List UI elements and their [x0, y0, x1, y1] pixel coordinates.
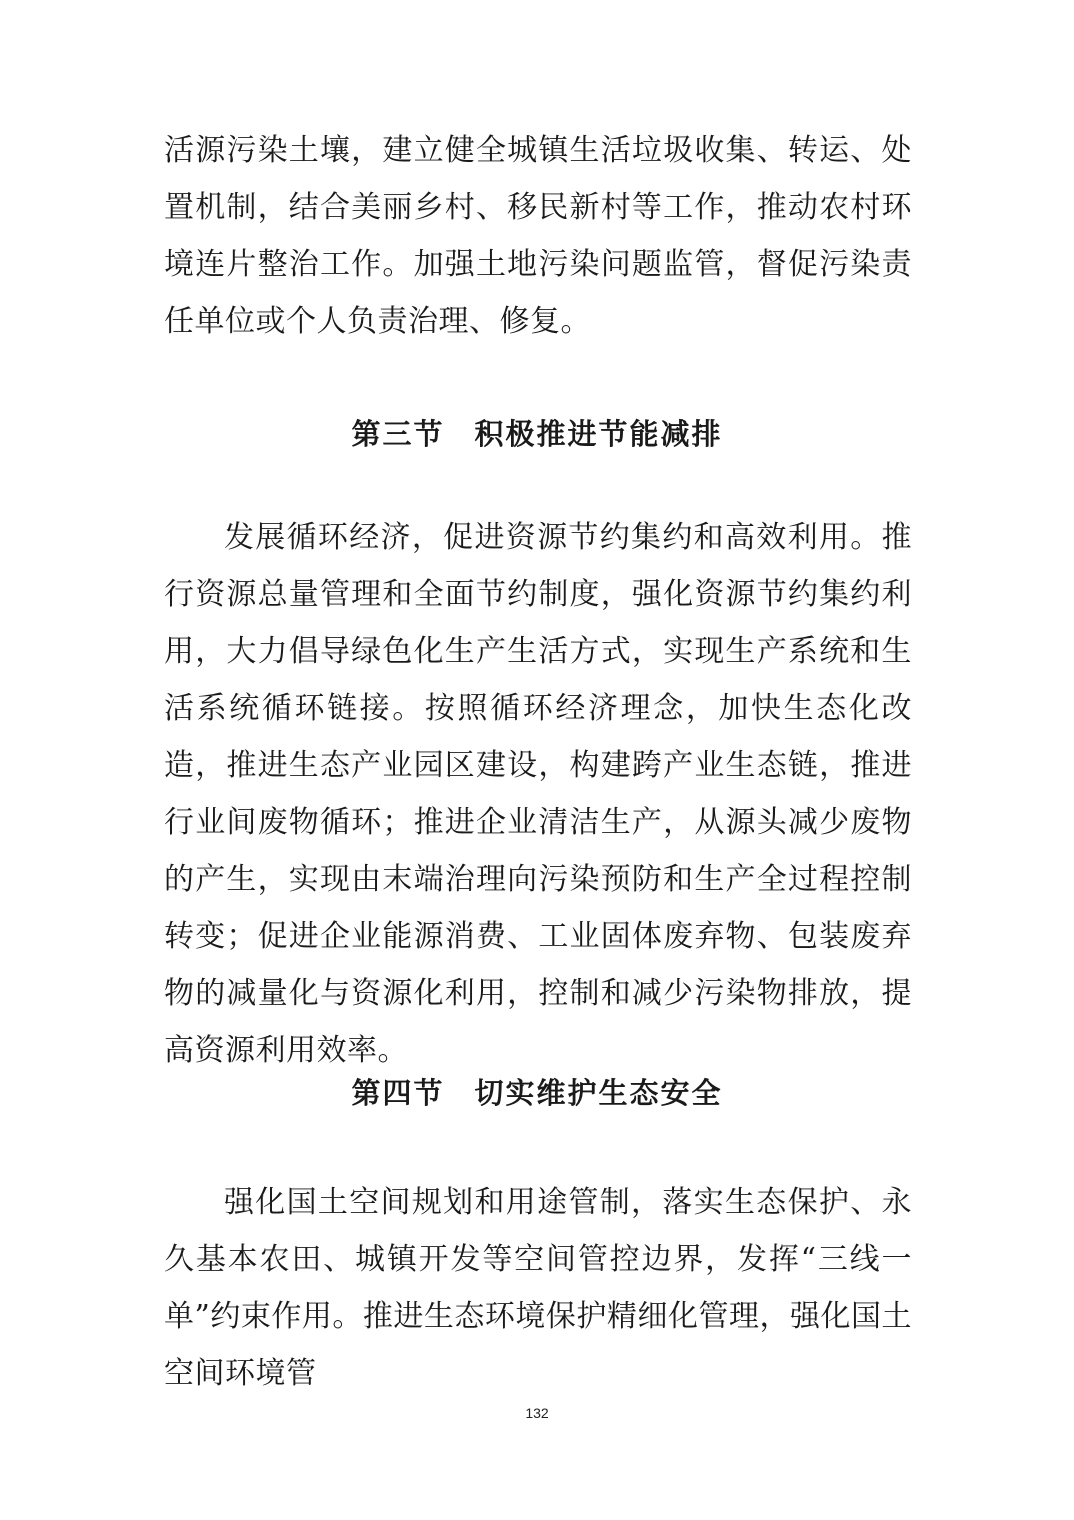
paragraph-section-4: 强化国土空间规划和用途管制，落实生态保护、永久基本农田、城镇开发等空间管控边界，发挥“三线一单”约束作用。推进生态环境保护精细化管理，强化国土空间环境管: [164, 1185, 912, 1391]
page-number: 132: [525, 1405, 549, 1421]
section-number-3: 第三节: [351, 417, 445, 451]
section-title-4: 切实维护生态安全: [474, 1076, 723, 1110]
section-number-4: 第四节: [351, 1076, 445, 1110]
section-heading-4: [0, 1071, 1074, 1112]
paragraph-section-3: 发展循环经济，促进资源节约集约和高效利用。推行资源总量管理和全面节约制度，强化资源节约集约利用，大力倡导绿色化生产生活方式，实现生产系统和生活系统循环链接。按照循环经济理念，加快生态化改造，推进生态产业园区建设，构建跨产业生态链，推进行业间废物循环；推进企业清洁生产，从源头减少废物的产生，实现由末端治理向污染预防和生产全过程控制转变；促进企业能源消费、工业固体废弃物、包装废弃物的减量化与资源化利用，控制和减少污染物排放，提高资源利用效率。: [164, 520, 912, 1068]
section-title-3: 积极推进节能减排: [474, 417, 723, 451]
paragraph-continuation: 活源污染土壤，建立健全城镇生活垃圾收集、转运、处置机制，结合美丽乡村、移民新村等工作，推动农村环境连片整治工作。加强土地污染问题监管，督促污染责任单位或个人负责治理、修复。: [164, 133, 912, 339]
section-heading-3: [0, 412, 1074, 453]
